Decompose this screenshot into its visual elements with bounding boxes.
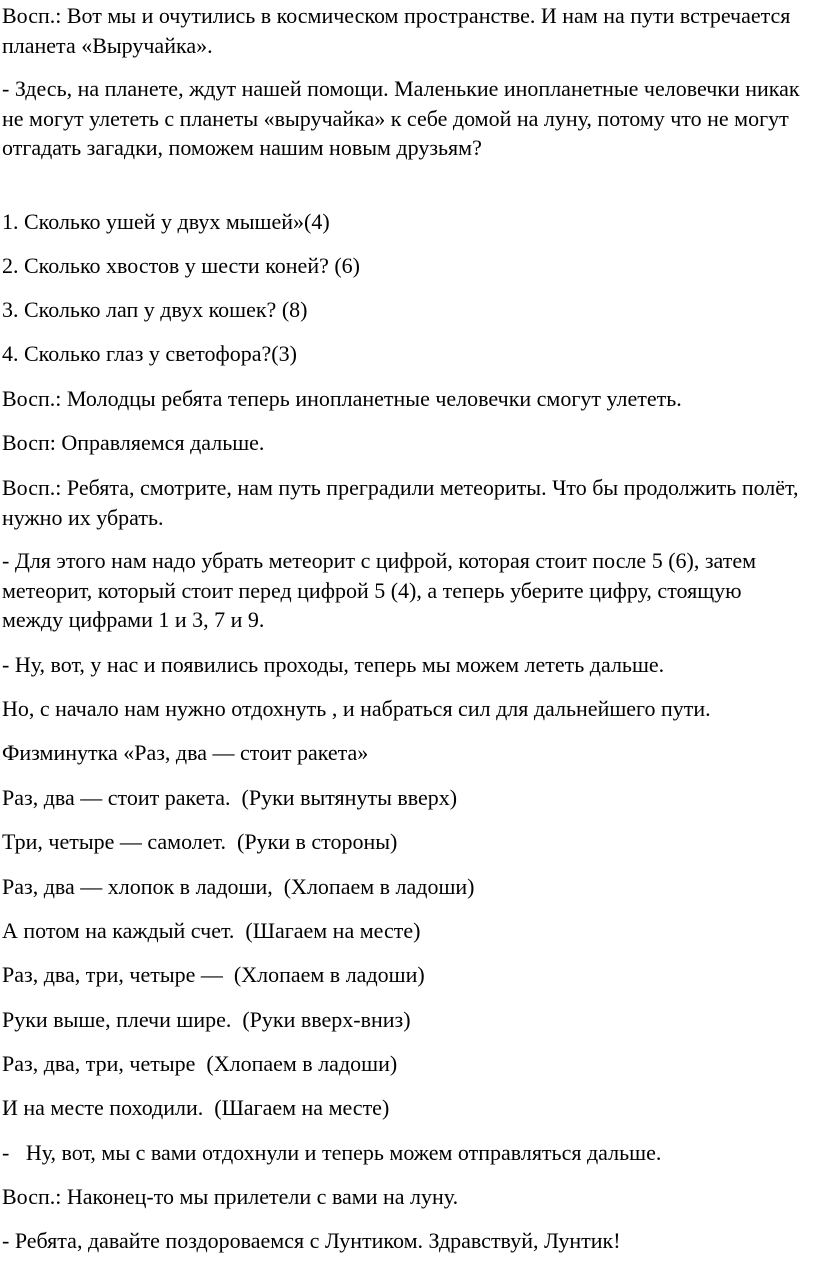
paragraph: Восп.: Наконец-то мы прилетели с вами на луну. bbox=[2, 1184, 459, 1209]
exercise-line: Раз, два, три, четыре (Хлопаем в ладоши) bbox=[2, 1051, 398, 1076]
exercise-line: Три, четыре — самолет. (Руки в стороны) bbox=[2, 829, 398, 854]
riddle-item: 2. Сколько хвостов у шести коней? (6) bbox=[2, 253, 361, 278]
exercise-line: Руки выше, плечи шире. (Руки вверх-вниз) bbox=[2, 1007, 411, 1032]
paragraph: Восп.: Ребята, смотрите, нам путь преградили метеориты. Что бы продолжить полёт, нужно их убрать. bbox=[2, 475, 805, 530]
paragraph: - Для этого нам надо убрать метеорит с цифрой, которая стоит после 5 (6), затем метеорит, который стоит перед цифрой 5 (4), а теперь уберите цифру, стоящую между цифрами 1 и 3, 7 и 9. bbox=[2, 548, 762, 632]
paragraph: Восп: Оправляемся дальше. bbox=[2, 430, 265, 455]
paragraph: Восп.: Молодцы ребята теперь инопланетные человечки смогут улететь. bbox=[2, 386, 682, 411]
paragraph: - Ну, вот, мы с вами отдохнули и теперь можем отправляться дальше. bbox=[2, 1140, 662, 1165]
exercise-line: Раз, два, три, четыре — (Хлопаем в ладоши) bbox=[2, 962, 425, 987]
exercise-line: Раз, два — стоит ракета. (Руки вытянуты вверх) bbox=[2, 785, 458, 810]
riddle-item: 1. Сколько ушей у двух мышей»(4) bbox=[2, 209, 330, 234]
riddle-item: 4. Сколько глаз у светофора?(3) bbox=[2, 341, 297, 366]
paragraph: Но, с начало нам нужно отдохнуть , и набраться сил для дальнейшего пути. bbox=[2, 696, 711, 721]
exercise-title: Физминутка «Раз, два — стоит ракета» bbox=[2, 740, 369, 765]
paragraph: - Ну, вот, у нас и появились проходы, теперь мы можем лететь дальше. bbox=[2, 652, 665, 677]
paragraph: Восп.: Вот мы и очутились в космическом пространстве. И нам на пути встречается планета «Выручайка». bbox=[2, 3, 796, 58]
paragraph: - Ребята, давайте поздороваемся с Лунтиком. Здравствуй, Лунтик! bbox=[2, 1228, 621, 1253]
exercise-line: А потом на каждый счет. (Шагаем на месте) bbox=[2, 918, 421, 943]
exercise-line: И на месте походили. (Шагаем на месте) bbox=[2, 1095, 390, 1120]
paragraph: - Здесь, на планете, ждут нашей помощи. Маленькие инопланетные человечки никак не могут улететь с планеты «выручайка» к себе домой на луну, потому что не могут отгадать загадки, поможем нашим новым друзьям? bbox=[2, 76, 806, 160]
exercise-line: Раз, два — хлопок в ладоши, (Хлопаем в ладоши) bbox=[2, 874, 475, 899]
riddle-item: 3. Сколько лап у двух кошек? (8) bbox=[2, 297, 308, 322]
